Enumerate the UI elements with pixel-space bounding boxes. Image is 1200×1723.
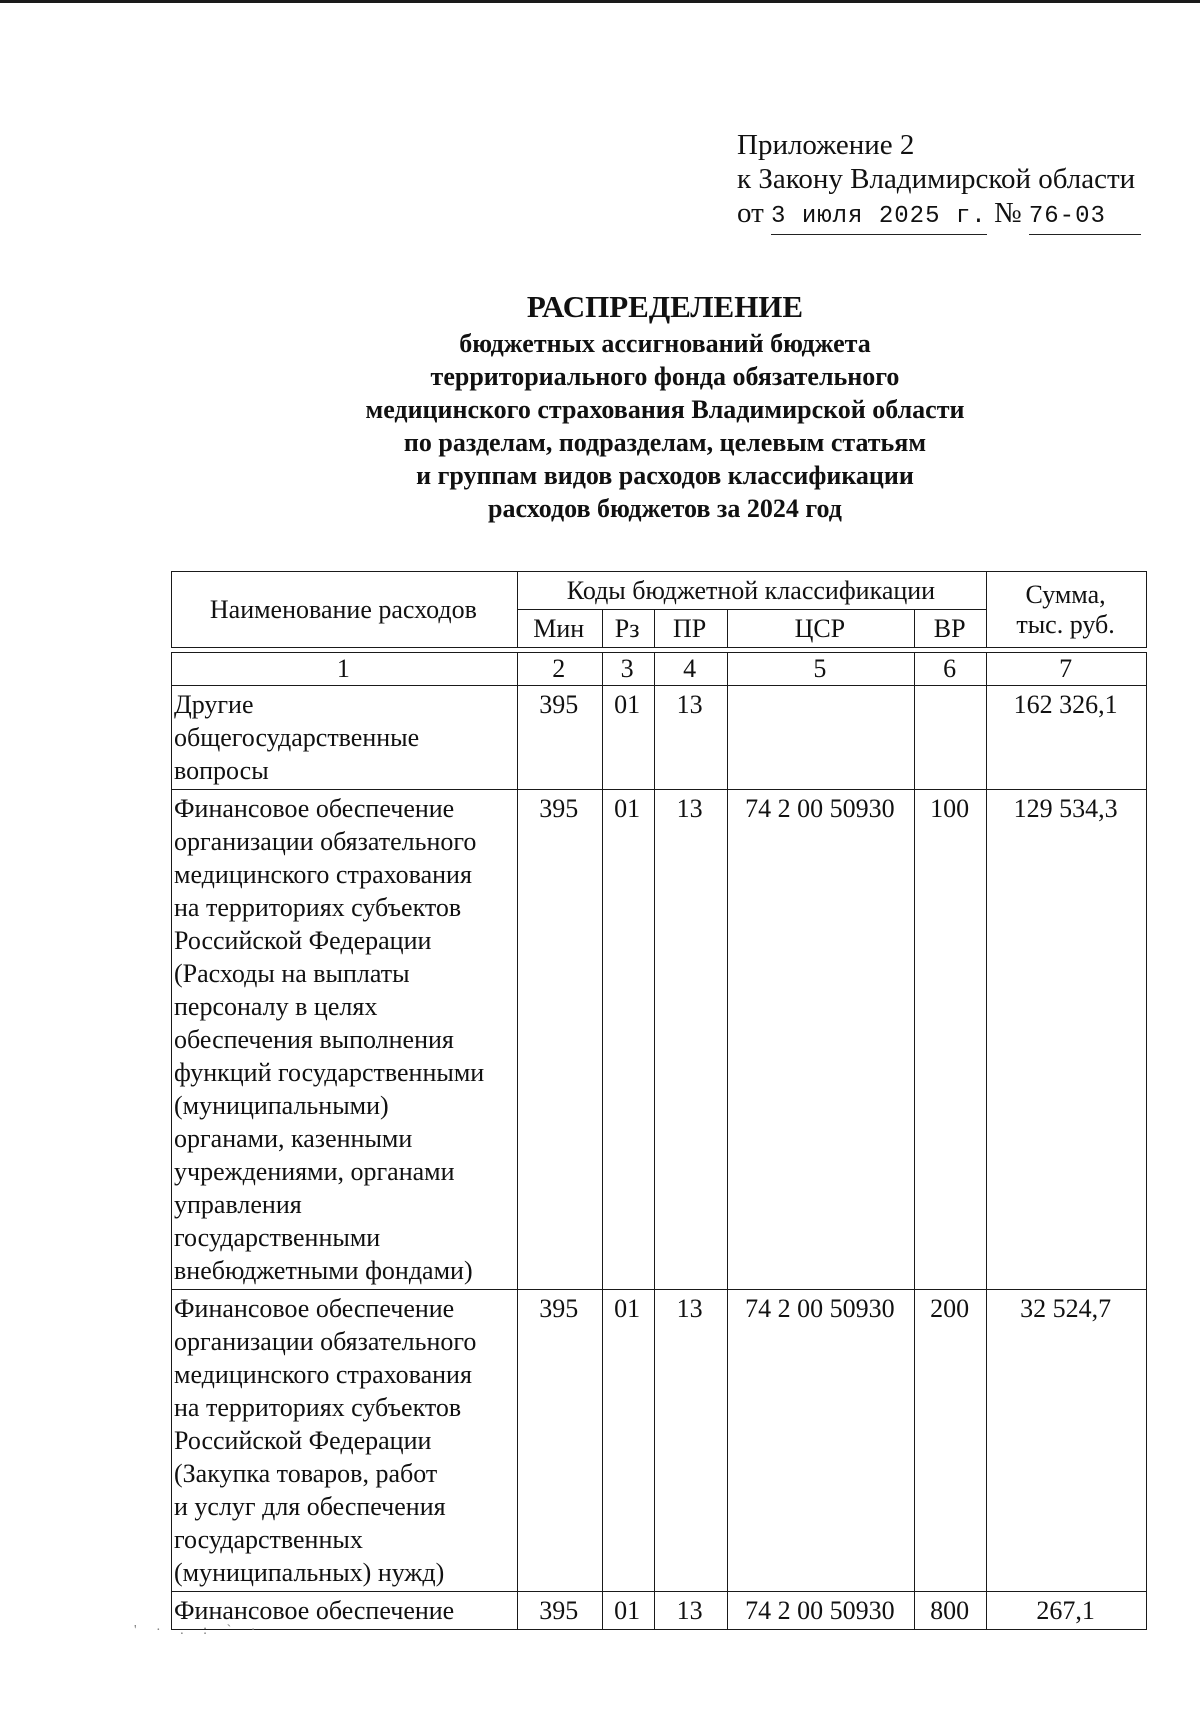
expense-type-code: 800 (915, 1592, 987, 1630)
appendix-title: Приложение 2 (737, 129, 915, 161)
appendix-number: 76-03 (1029, 200, 1141, 235)
title-line: и группам видов расходов классификации (416, 461, 914, 490)
title-main: РАСПРЕДЕЛЕНИЕ (526, 289, 804, 324)
expense-type-code (915, 686, 987, 790)
expense-name-line: и услуг для обеспечения (174, 1492, 446, 1521)
ministry-code: 395 (517, 1592, 602, 1630)
header-name: Наименование расходов (172, 572, 518, 648)
header-sum-line2: тыс. руб. (1016, 609, 1115, 639)
title-line: расходов бюджетов за 2024 год (488, 494, 842, 523)
budget-table (171, 571, 1147, 1630)
header-sum (987, 572, 1147, 648)
expense-name-line: на территориях субъектов (174, 1393, 462, 1422)
appendix-note (737, 128, 1141, 235)
expense-name-line: внебюджетными фондами) (174, 1256, 473, 1285)
expense-name-line: Финансовое обеспечение (174, 1294, 455, 1323)
header-csr: ЦСР (727, 610, 915, 648)
table-row (172, 1290, 1147, 1592)
expense-name-line: на территориях субъектов (174, 893, 462, 922)
subsection-code: 13 (654, 686, 727, 790)
ministry-code: 395 (517, 790, 602, 1290)
target-item-code: 74 2 00 50930 (727, 1592, 915, 1630)
header-min: Мин (517, 610, 602, 648)
header-vr: ВР (915, 610, 987, 648)
title-line: по разделам, подразделам, целевым статьям (403, 428, 927, 457)
column-number-row (172, 653, 1147, 686)
appendix-date-line (737, 196, 1141, 235)
expense-name-line: управления (174, 1190, 302, 1219)
scan-noise: ' · . : ˋ · (134, 1623, 264, 1638)
expense-name-line: организации обязательного (174, 827, 477, 856)
expense-name-line: Финансовое обеспечение (174, 1596, 455, 1625)
subsection-code: 13 (654, 1290, 727, 1592)
amount: 32 524,7 (987, 1290, 1147, 1592)
expense-name-line: общегосударственные (174, 723, 420, 752)
column-number: 7 (987, 653, 1147, 686)
expense-name-line: (муниципальных) нужд) (174, 1558, 445, 1587)
subsection-code: 13 (654, 1592, 727, 1630)
document-title (0, 287, 1200, 525)
amount: 162 326,1 (987, 686, 1147, 790)
expense-name-line: медицинского страхования (174, 860, 472, 889)
header-rz: Рз (602, 610, 654, 648)
expense-name (172, 790, 518, 1290)
title-line: медицинского страхования Владимирской области (365, 395, 965, 424)
title-line: бюджетных ассигнований бюджета (459, 329, 871, 358)
expense-name-line: Российской Федерации (174, 926, 432, 955)
appendix-date-prefix: от (737, 197, 764, 229)
expense-name-line: государственных (174, 1525, 363, 1554)
appendix-law-reference: к Закону Владимирской области (737, 163, 1136, 195)
subsection-code: 13 (654, 790, 727, 1290)
section-code: 01 (602, 1592, 654, 1630)
expense-name-line: государственными (174, 1223, 381, 1252)
expense-name-line: обеспечения выполнения (174, 1025, 454, 1054)
expense-name (172, 1290, 518, 1592)
header-pr: ПР (654, 610, 727, 648)
expense-name-line: Другие (174, 690, 254, 719)
expense-name-line: вопросы (174, 756, 269, 785)
column-number: 6 (915, 653, 987, 686)
expense-type-code: 200 (915, 1290, 987, 1592)
section-code: 01 (602, 686, 654, 790)
expense-name-line: органами, казенными (174, 1124, 413, 1153)
appendix-number-prefix: № (993, 197, 1022, 229)
column-number: 1 (172, 653, 518, 686)
scan-top-edge (0, 0, 1200, 3)
table-body (172, 686, 1147, 1630)
column-number: 2 (517, 653, 602, 686)
expense-name-line: медицинского страхования (174, 1360, 472, 1389)
expense-name-line: организации обязательного (174, 1327, 477, 1356)
table-row (172, 790, 1147, 1290)
expense-name-line: (Закупка товаров, работ (174, 1459, 438, 1488)
section-code: 01 (602, 790, 654, 1290)
expense-name-line: Российской Федерации (174, 1426, 432, 1455)
ministry-code: 395 (517, 686, 602, 790)
expense-name-line: функций государственными (174, 1058, 485, 1087)
expense-name-line: (муниципальными) (174, 1091, 389, 1120)
column-number: 5 (727, 653, 915, 686)
target-item-code: 74 2 00 50930 (727, 1290, 915, 1592)
table-row (172, 686, 1147, 790)
expense-name (172, 686, 518, 790)
header-codes: Коды бюджетной классификации (517, 572, 986, 610)
column-number: 4 (654, 653, 727, 686)
table-row (172, 1592, 1147, 1630)
target-item-code: 74 2 00 50930 (727, 790, 915, 1290)
header-sum-line1: Сумма, (1025, 579, 1106, 609)
expense-type-code: 100 (915, 790, 987, 1290)
title-line: территориального фонда обязательного (430, 362, 900, 391)
expense-name-line: Финансовое обеспечение (174, 794, 455, 823)
expense-name-line: (Расходы на выплаты (174, 959, 410, 988)
column-number: 3 (602, 653, 654, 686)
table-header-row (172, 572, 1147, 610)
amount: 129 534,3 (987, 790, 1147, 1290)
expense-name-line: персоналу в целях (174, 992, 378, 1021)
expense-name-line: учреждениями, органами (174, 1157, 455, 1186)
amount: 267,1 (987, 1592, 1147, 1630)
appendix-date: 3 июля 2025 г. (771, 200, 987, 235)
ministry-code: 395 (517, 1290, 602, 1592)
section-code: 01 (602, 1290, 654, 1592)
target-item-code (727, 686, 915, 790)
